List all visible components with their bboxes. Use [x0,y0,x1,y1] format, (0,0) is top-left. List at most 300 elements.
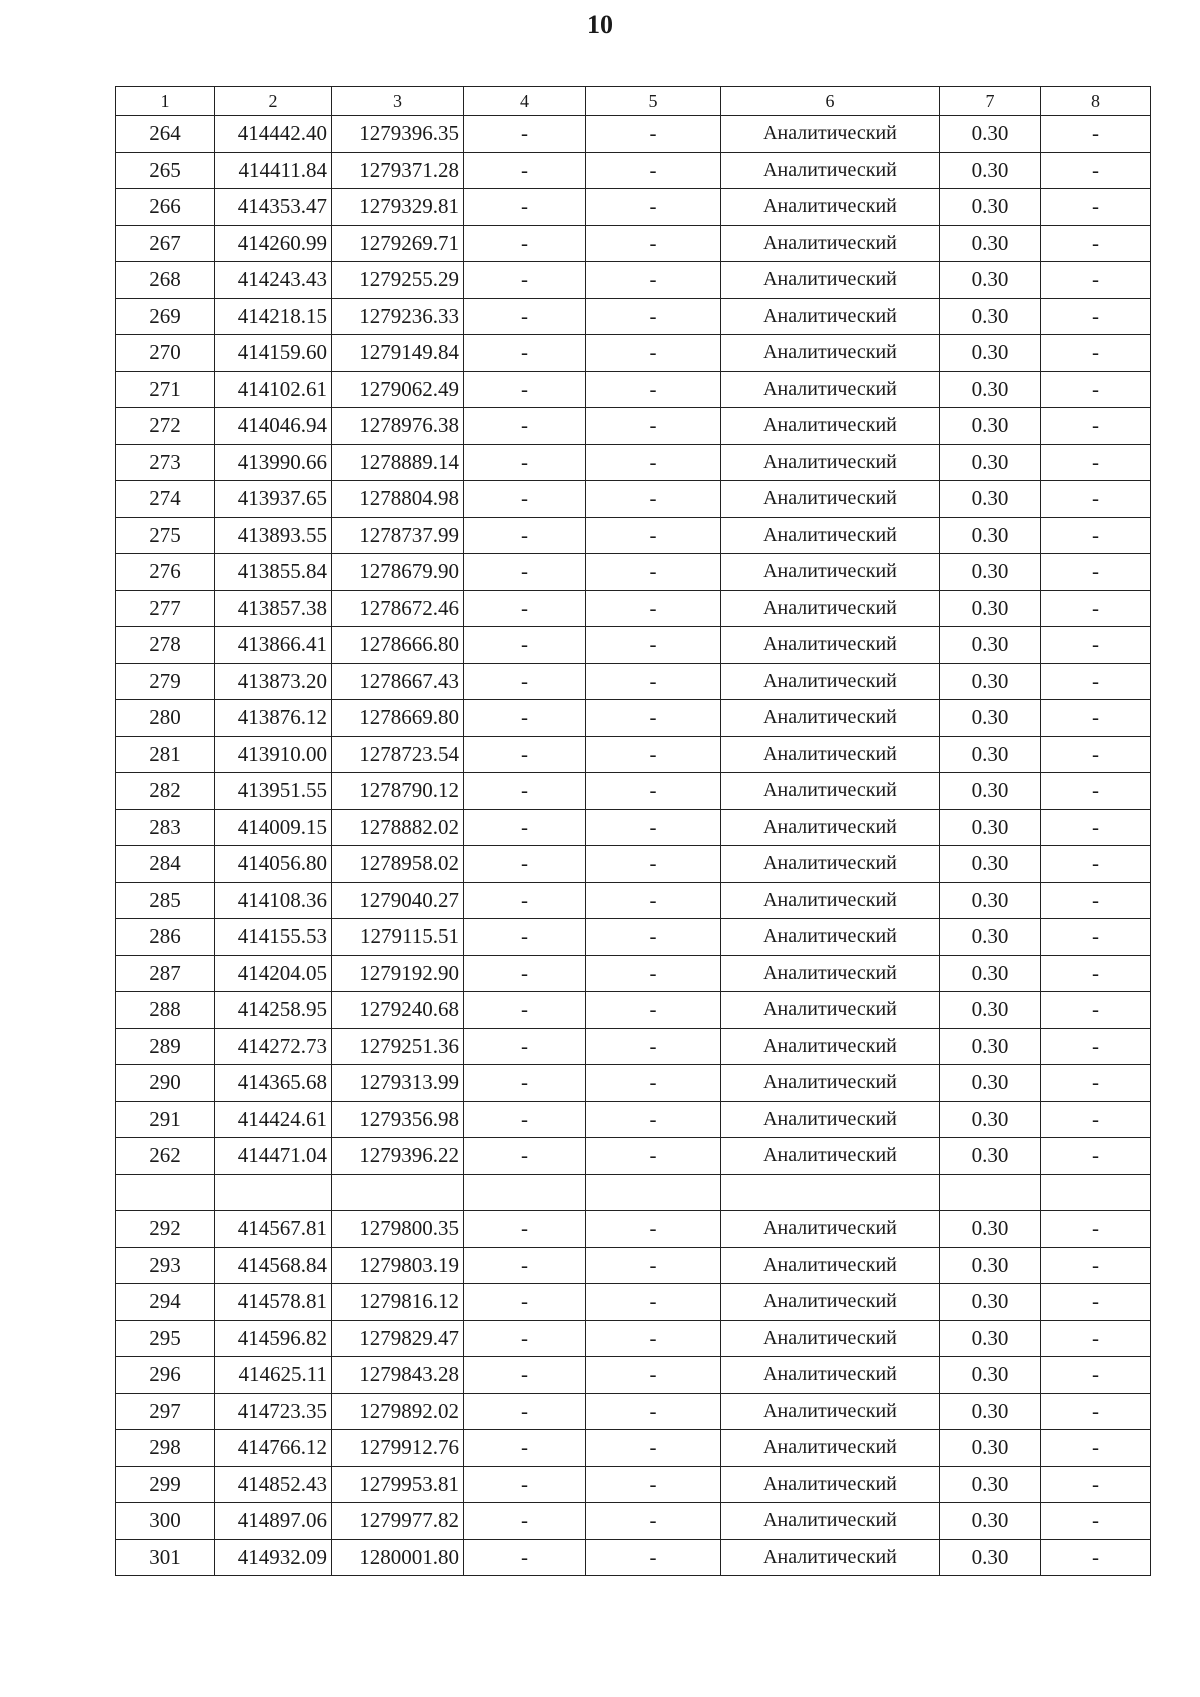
column-4-cell: - [464,992,586,1029]
accuracy-cell: 0.30 [940,444,1041,481]
y-coordinate-cell: 1278679.90 [332,554,464,591]
table-row [116,1320,1151,1357]
accuracy-cell: 0.30 [940,846,1041,883]
point-number-cell: 288 [116,992,215,1029]
column-4-cell: - [464,663,586,700]
x-coordinate-cell: 414411.84 [215,152,332,189]
column-5-cell: - [586,1539,721,1576]
method-cell: Аналитический [721,700,940,737]
y-coordinate-cell: 1278737.99 [332,517,464,554]
x-coordinate-cell: 414567.81 [215,1211,332,1248]
y-coordinate-cell: 1279115.51 [332,919,464,956]
x-coordinate-cell: 413857.38 [215,590,332,627]
accuracy-cell: 0.30 [940,882,1041,919]
table-row [116,1101,1151,1138]
accuracy-cell: 0.30 [940,262,1041,299]
column-8-cell: - [1041,663,1151,700]
column-4-cell: - [464,700,586,737]
accuracy-cell [940,1174,1041,1211]
column-4-cell: - [464,1357,586,1394]
column-8-cell: - [1041,1138,1151,1175]
column-4-cell [464,1174,586,1211]
table-row [116,262,1151,299]
column-4-cell: - [464,554,586,591]
column-5-cell: - [586,1393,721,1430]
accuracy-cell: 0.30 [940,919,1041,956]
y-coordinate-cell: 1278889.14 [332,444,464,481]
table-row [116,1174,1151,1211]
y-coordinate-cell: 1279396.35 [332,116,464,153]
point-number-cell: 282 [116,773,215,810]
point-number-cell: 270 [116,335,215,372]
x-coordinate-cell: 413876.12 [215,700,332,737]
x-coordinate-cell: 414424.61 [215,1101,332,1138]
accuracy-cell: 0.30 [940,1320,1041,1357]
accuracy-cell: 0.30 [940,736,1041,773]
column-4-cell: - [464,1101,586,1138]
y-coordinate-cell: 1278667.43 [332,663,464,700]
y-coordinate-cell: 1279396.22 [332,1138,464,1175]
table-row [116,809,1151,846]
point-number-cell: 285 [116,882,215,919]
point-number-cell: 299 [116,1466,215,1503]
column-4-cell: - [464,809,586,846]
point-number-cell: 286 [116,919,215,956]
column-4-cell: - [464,1028,586,1065]
column-4-cell: - [464,1247,586,1284]
accuracy-cell: 0.30 [940,1539,1041,1576]
x-coordinate-cell: 413951.55 [215,773,332,810]
method-cell: Аналитический [721,955,940,992]
column-5-cell: - [586,1065,721,1102]
y-coordinate-cell: 1279251.36 [332,1028,464,1065]
table-row [116,1247,1151,1284]
column-8-cell: - [1041,517,1151,554]
column-4-cell: - [464,1430,586,1467]
column-8-cell: - [1041,919,1151,956]
accuracy-cell: 0.30 [940,335,1041,372]
method-cell: Аналитический [721,1539,940,1576]
column-5-cell: - [586,919,721,956]
x-coordinate-cell: 414471.04 [215,1138,332,1175]
column-4-cell: - [464,773,586,810]
column-5-cell: - [586,1101,721,1138]
accuracy-cell: 0.30 [940,298,1041,335]
column-8-cell: - [1041,1466,1151,1503]
table-row [116,225,1151,262]
y-coordinate-cell: 1279062.49 [332,371,464,408]
coordinates-table-container [115,86,1151,1576]
column-8-cell: - [1041,1211,1151,1248]
column-8-cell: - [1041,1320,1151,1357]
accuracy-cell: 0.30 [940,481,1041,518]
accuracy-cell: 0.30 [940,627,1041,664]
column-5-cell: - [586,408,721,445]
column-8-cell: - [1041,444,1151,481]
column-5-cell: - [586,1211,721,1248]
coordinates-table [115,86,1151,1576]
table-row [116,481,1151,518]
x-coordinate-cell: 414766.12 [215,1430,332,1467]
point-number-cell: 279 [116,663,215,700]
column-5-cell: - [586,1430,721,1467]
accuracy-cell: 0.30 [940,992,1041,1029]
column-4-cell: - [464,882,586,919]
method-cell: Аналитический [721,1065,940,1102]
y-coordinate-cell: 1279800.35 [332,1211,464,1248]
column-8-cell: - [1041,1430,1151,1467]
column-4-cell: - [464,846,586,883]
table-row [116,846,1151,883]
point-number-cell: 294 [116,1284,215,1321]
accuracy-cell: 0.30 [940,1065,1041,1102]
column-5-cell: - [586,298,721,335]
accuracy-cell: 0.30 [940,152,1041,189]
x-coordinate-cell: 413855.84 [215,554,332,591]
method-cell: Аналитический [721,1430,940,1467]
column-8-cell: - [1041,189,1151,226]
x-coordinate-cell: 414046.94 [215,408,332,445]
column-4-cell: - [464,590,586,627]
x-coordinate-cell: 414243.43 [215,262,332,299]
accuracy-cell: 0.30 [940,1503,1041,1540]
method-cell: Аналитический [721,882,940,919]
point-number-cell: 287 [116,955,215,992]
x-coordinate-cell: 414625.11 [215,1357,332,1394]
accuracy-cell: 0.30 [940,225,1041,262]
column-4-cell: - [464,627,586,664]
point-number-cell: 301 [116,1539,215,1576]
column-5-cell: - [586,116,721,153]
point-number-cell: 293 [116,1247,215,1284]
column-header: 6 [721,87,940,116]
method-cell: Аналитический [721,846,940,883]
column-5-cell: - [586,882,721,919]
column-4-cell: - [464,955,586,992]
method-cell: Аналитический [721,1028,940,1065]
column-8-cell: - [1041,590,1151,627]
table-row [116,773,1151,810]
y-coordinate-cell: 1279313.99 [332,1065,464,1102]
accuracy-cell: 0.30 [940,1466,1041,1503]
column-8-cell: - [1041,1393,1151,1430]
method-cell: Аналитический [721,736,940,773]
point-number-cell: 289 [116,1028,215,1065]
column-8-cell: - [1041,225,1151,262]
column-5-cell: - [586,1028,721,1065]
y-coordinate-cell: 1278804.98 [332,481,464,518]
column-4-cell: - [464,152,586,189]
column-4-cell: - [464,225,586,262]
table-row [116,1503,1151,1540]
column-5-cell: - [586,262,721,299]
accuracy-cell: 0.30 [940,371,1041,408]
table-row [116,1284,1151,1321]
column-5-cell: - [586,1138,721,1175]
x-coordinate-cell: 414723.35 [215,1393,332,1430]
y-coordinate-cell [332,1174,464,1211]
column-8-cell: - [1041,627,1151,664]
point-number-cell: 264 [116,116,215,153]
column-5-cell: - [586,1284,721,1321]
column-5-cell: - [586,1357,721,1394]
column-5-cell: - [586,590,721,627]
table-row [116,1466,1151,1503]
column-4-cell: - [464,1065,586,1102]
y-coordinate-cell: 1279977.82 [332,1503,464,1540]
column-5-cell: - [586,773,721,810]
point-number-cell: 295 [116,1320,215,1357]
column-5-cell: - [586,152,721,189]
column-5-cell: - [586,1466,721,1503]
accuracy-cell: 0.30 [940,554,1041,591]
method-cell: Аналитический [721,1247,940,1284]
column-8-cell: - [1041,882,1151,919]
column-8-cell: - [1041,955,1151,992]
y-coordinate-cell: 1278666.80 [332,627,464,664]
method-cell: Аналитический [721,1393,940,1430]
table-row [116,116,1151,153]
column-4-cell: - [464,116,586,153]
x-coordinate-cell: 414852.43 [215,1466,332,1503]
method-cell: Аналитический [721,1357,940,1394]
y-coordinate-cell: 1279843.28 [332,1357,464,1394]
column-header: 1 [116,87,215,116]
column-5-cell: - [586,627,721,664]
accuracy-cell: 0.30 [940,1284,1041,1321]
column-header: 8 [1041,87,1151,116]
x-coordinate-cell: 414932.09 [215,1539,332,1576]
x-coordinate-cell: 414204.05 [215,955,332,992]
column-4-cell: - [464,335,586,372]
y-coordinate-cell: 1278976.38 [332,408,464,445]
accuracy-cell: 0.30 [940,408,1041,445]
column-5-cell: - [586,1320,721,1357]
method-cell: Аналитический [721,152,940,189]
table-row [116,408,1151,445]
y-coordinate-cell: 1278882.02 [332,809,464,846]
accuracy-cell: 0.30 [940,1430,1041,1467]
column-5-cell: - [586,1503,721,1540]
method-cell: Аналитический [721,554,940,591]
y-coordinate-cell: 1279329.81 [332,189,464,226]
y-coordinate-cell: 1278958.02 [332,846,464,883]
x-coordinate-cell: 414353.47 [215,189,332,226]
column-5-cell: - [586,700,721,737]
point-number-cell: 274 [116,481,215,518]
y-coordinate-cell: 1279356.98 [332,1101,464,1138]
method-cell: Аналитический [721,919,940,956]
column-4-cell: - [464,481,586,518]
column-header: 3 [332,87,464,116]
y-coordinate-cell: 1278723.54 [332,736,464,773]
header-row [116,87,1151,116]
accuracy-cell: 0.30 [940,1393,1041,1430]
y-coordinate-cell: 1279953.81 [332,1466,464,1503]
table-row [116,1138,1151,1175]
point-number-cell: 275 [116,517,215,554]
column-5-cell: - [586,517,721,554]
x-coordinate-cell: 414108.36 [215,882,332,919]
column-8-cell: - [1041,773,1151,810]
x-coordinate-cell: 414272.73 [215,1028,332,1065]
point-number-cell [116,1174,215,1211]
method-cell: Аналитический [721,262,940,299]
y-coordinate-cell: 1279803.19 [332,1247,464,1284]
accuracy-cell: 0.30 [940,809,1041,846]
x-coordinate-cell: 414102.61 [215,371,332,408]
table-row [116,298,1151,335]
column-5-cell: - [586,189,721,226]
point-number-cell: 300 [116,1503,215,1540]
accuracy-cell: 0.30 [940,663,1041,700]
x-coordinate-cell: 414568.84 [215,1247,332,1284]
accuracy-cell: 0.30 [940,1357,1041,1394]
y-coordinate-cell: 1278790.12 [332,773,464,810]
point-number-cell: 297 [116,1393,215,1430]
column-4-cell: - [464,298,586,335]
method-cell: Аналитический [721,298,940,335]
method-cell: Аналитический [721,1503,940,1540]
column-4-cell: - [464,1539,586,1576]
method-cell: Аналитический [721,189,940,226]
column-header: 7 [940,87,1041,116]
column-8-cell [1041,1174,1151,1211]
x-coordinate-cell: 414260.99 [215,225,332,262]
column-4-cell: - [464,1466,586,1503]
column-8-cell: - [1041,481,1151,518]
accuracy-cell: 0.30 [940,1211,1041,1248]
column-4-cell: - [464,262,586,299]
table-row [116,627,1151,664]
x-coordinate-cell: 414258.95 [215,992,332,1029]
column-5-cell: - [586,554,721,591]
column-4-cell: - [464,736,586,773]
point-number-cell: 269 [116,298,215,335]
method-cell: Аналитический [721,1320,940,1357]
column-8-cell: - [1041,1284,1151,1321]
accuracy-cell: 0.30 [940,1101,1041,1138]
column-4-cell: - [464,919,586,956]
x-coordinate-cell: 414009.15 [215,809,332,846]
point-number-cell: 284 [116,846,215,883]
accuracy-cell: 0.30 [940,1028,1041,1065]
column-8-cell: - [1041,809,1151,846]
table-row [116,736,1151,773]
point-number-cell: 276 [116,554,215,591]
accuracy-cell: 0.30 [940,773,1041,810]
y-coordinate-cell: 1279240.68 [332,992,464,1029]
column-8-cell: - [1041,1503,1151,1540]
x-coordinate-cell: 414218.15 [215,298,332,335]
y-coordinate-cell: 1279912.76 [332,1430,464,1467]
accuracy-cell: 0.30 [940,189,1041,226]
y-coordinate-cell: 1279371.28 [332,152,464,189]
column-8-cell: - [1041,152,1151,189]
column-header: 5 [586,87,721,116]
method-cell: Аналитический [721,371,940,408]
point-number-cell: 268 [116,262,215,299]
page-number: 10 [587,10,613,39]
method-cell: Аналитический [721,481,940,518]
table-row [116,882,1151,919]
column-8-cell: - [1041,1101,1151,1138]
table-row [116,992,1151,1029]
table-header [116,87,1151,116]
table-row [116,919,1151,956]
column-8-cell: - [1041,408,1151,445]
x-coordinate-cell: 413937.65 [215,481,332,518]
table-row [116,152,1151,189]
x-coordinate-cell: 414155.53 [215,919,332,956]
column-8-cell: - [1041,992,1151,1029]
method-cell: Аналитический [721,663,940,700]
table-row [116,1065,1151,1102]
column-8-cell: - [1041,371,1151,408]
x-coordinate-cell: 413866.41 [215,627,332,664]
method-cell: Аналитический [721,773,940,810]
y-coordinate-cell: 1278669.80 [332,700,464,737]
table-row [116,1430,1151,1467]
column-8-cell: - [1041,262,1151,299]
method-cell: Аналитический [721,225,940,262]
x-coordinate-cell: 413990.66 [215,444,332,481]
y-coordinate-cell: 1279269.71 [332,225,464,262]
accuracy-cell: 0.30 [940,1138,1041,1175]
point-number-cell: 281 [116,736,215,773]
x-coordinate-cell [215,1174,332,1211]
x-coordinate-cell: 414056.80 [215,846,332,883]
column-5-cell: - [586,736,721,773]
column-5-cell: - [586,481,721,518]
method-cell [721,1174,940,1211]
table-body [116,116,1151,1576]
column-8-cell: - [1041,846,1151,883]
column-8-cell: - [1041,1539,1151,1576]
accuracy-cell: 0.30 [940,700,1041,737]
y-coordinate-cell: 1279816.12 [332,1284,464,1321]
accuracy-cell: 0.30 [940,1247,1041,1284]
column-8-cell: - [1041,1247,1151,1284]
method-cell: Аналитический [721,116,940,153]
table-row [116,189,1151,226]
table-row [116,1211,1151,1248]
point-number-cell: 296 [116,1357,215,1394]
column-5-cell: - [586,809,721,846]
y-coordinate-cell: 1279149.84 [332,335,464,372]
column-4-cell: - [464,1211,586,1248]
column-8-cell: - [1041,700,1151,737]
y-coordinate-cell: 1279040.27 [332,882,464,919]
table-row [116,371,1151,408]
table-row [116,700,1151,737]
method-cell: Аналитический [721,1466,940,1503]
point-number-cell: 291 [116,1101,215,1138]
point-number-cell: 262 [116,1138,215,1175]
y-coordinate-cell: 1279255.29 [332,262,464,299]
point-number-cell: 267 [116,225,215,262]
point-number-cell: 292 [116,1211,215,1248]
column-4-cell: - [464,1284,586,1321]
y-coordinate-cell: 1279192.90 [332,955,464,992]
method-cell: Аналитический [721,444,940,481]
y-coordinate-cell: 1278672.46 [332,590,464,627]
method-cell: Аналитический [721,1211,940,1248]
accuracy-cell: 0.30 [940,517,1041,554]
table-row [116,444,1151,481]
table-row [116,1357,1151,1394]
table-row [116,590,1151,627]
